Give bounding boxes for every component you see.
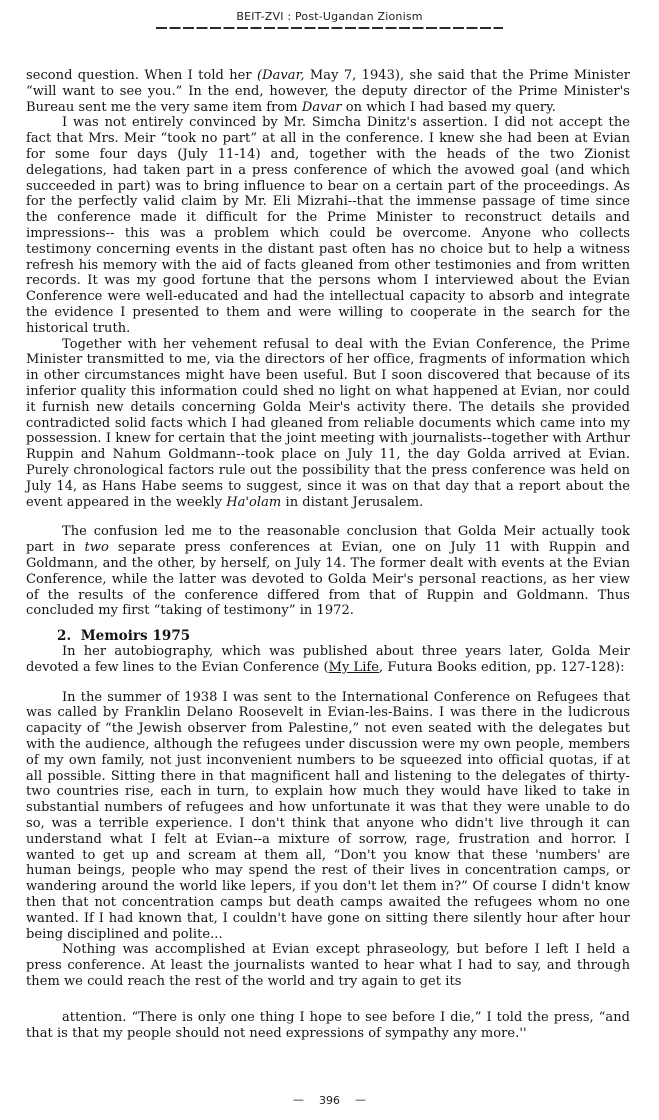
page-header: [0, 10, 659, 29]
text-run: Davar: [301, 99, 342, 115]
meir-quote-paragraph: [26, 690, 630, 943]
page-body: [26, 68, 630, 1041]
footer-dash-right: —: [355, 1093, 366, 1106]
text-run: attention. “There is only one thing I hope to see before I die,” I told the press, “and that is that my people should not need expressions of sympathy any more.'': [26, 1009, 630, 1041]
text-run: 2. Memoirs 1975: [57, 628, 191, 645]
text-run: Together with her vehement refusal to deal with the Evian Conference, the Prime Minister transmitted to me, via the directors of her office, fragments of information which in other circumstances might have been useful. But I soon discovered that because of its inferior quality this information could shed no light on what happened at Evian, nor could it furnish new details concerning Golda Meir's activity there. The details she provided contradicted solid facts which I had gleaned from reliable documents which came into my possession. I knew for certain that the joint meeting with journalists--together with Arthur Ruppin and Nahum Goldmann--took place on July 11, the day Golda arrived at Evian. Purely chronological factors rule out the possibility that the press conference was held on July 14, as Hans Habe seems to suggest, since it was on that day that a report about the event appeared in the weekly: [26, 336, 630, 510]
text-run: two: [84, 540, 109, 556]
attention-closing-paragraph: [26, 1010, 630, 1042]
text-run: In her autobiography, which was published about three years later, Golda Meir devoted a few lines to the Evian Conference (: [26, 644, 630, 675]
section-heading-memoirs-1975: [26, 628, 630, 644]
text-run: I was not entirely convinced by Mr. Simcha Dinitz's assertion. I did not accept the fact that Mrs. Meir “took no part” at all in the conference. I knew she had been at Evian for some four days (July 11-14) and, together with the heads of the two Zionist delegations, had taken part in a press conference of which the avowed goal (and which succeeded in part) was to bring influence to bear on a certain part of the proceedings. As for the perfectly valid claim by Mr. Eli Mizrahi--that the immense passage of time since the conference made it difficult for the Prime Minister to reconstruct details and impressions-- this was a problem which could be overcome. Anyone who collects testimony concerning events in the distant past often has no choice but to help a witness refresh his memory with the aid of facts gleaned from other testimonies and from written records. It was my good fortune that the persons whom I interviewed about the Evian Conference were well-educated and had the intellectual capacity to absorb and integrate the evidence I presented to them and were willing to cooperate in the search for the historical truth.: [26, 115, 630, 336]
header-rule: [156, 27, 503, 29]
text-run: in distant Jerusalem.: [281, 494, 424, 510]
text-run: separate press conferences at Evian, one on July 11 with Ruppin and Goldmann, and the other, by herself, on July 14. The former dealt with events at the Evian Conference, while the latter was devoted to Golda Meir's personal reactions, as her view of the results of the conference differed from that of Ruppin and Goldmann. Thus concluded my first “taking of testimony” in 1972.: [26, 540, 630, 619]
text-run: My Life: [328, 659, 380, 675]
text-run: The confusion led me to the reasonable conclusion that Golda Meir actually took part in: [26, 524, 630, 556]
text-run: (Davar,: [257, 68, 305, 83]
text-run: second question. When I told her: [26, 68, 257, 83]
autobiography-intro-paragraph: [26, 644, 630, 676]
footer-dash-left: —: [293, 1093, 304, 1106]
running-head-title: BEIT-ZVI : Post-Ugandan Zionism: [236, 10, 423, 23]
text-run: In the summer of 1938 I was sent to the International Conference on Refugees that was called by Franklin Delano Roosevelt in Evian-les-Bains. I was there in the ludicrous capacity of “the Jewish observer from Palestine,” not even seated with the delegates but with the audience, although the refugees under discussion were my own people, members of my own family, not just inconvenient numbers to be squeezed into official quotas, if at all possible. Sitting there in that magnificent hall and listening to the delegates of thirty-two countries rise, each in turn, to explain how much they would have liked to take in substantial numbers of refugees and how unfortunate it was that they were unable to do so, was a terrible experience. I don't think that anyone who didn't live through it can understand what I felt at Evian--a mixture of sorrow, rage, frustration and horror. I wanted to get up and scream at them all, “Don't you know that these 'numbers' are human beings, people who may spend the rest of their lives in concentration camps, or wandering around the world like lepers, if you don't let them in?” Of course I didn't know then that not concentration camps but death camps awaited the refugees whom no one wanted. If I had known that, I couldn't have gone on sitting there silently hour after hour being disciplined and polite...: [26, 689, 630, 942]
page-number: 396: [319, 1094, 340, 1107]
text-run: May 7, 1943), she said that the Prime Minister “will want to see you.” In the end, however, the deputy director of the Prime Minister's Bureau sent me the very same item from: [26, 68, 630, 115]
text-run: on which I had based my query.: [341, 99, 556, 115]
vehement-refusal-paragraph: [26, 337, 630, 511]
confusion-conclusion-paragraph: [26, 524, 630, 619]
text-run: Nothing was accomplished at Evian except phraseology, but before I left I held a press conference. At least the journalists wanted to hear what I had to say, and through them we could reach the rest of the world and try again to get its: [26, 942, 630, 990]
dinitz-assertion-paragraph: [26, 115, 630, 336]
nothing-accomplished-paragraph: [26, 942, 630, 989]
page-footer: [0, 1094, 659, 1107]
text-run: Ha'olam: [226, 494, 282, 510]
text-run: , Futura Books edition, pp. 127-128):: [379, 659, 625, 675]
continuation-paragraph: [26, 68, 630, 115]
